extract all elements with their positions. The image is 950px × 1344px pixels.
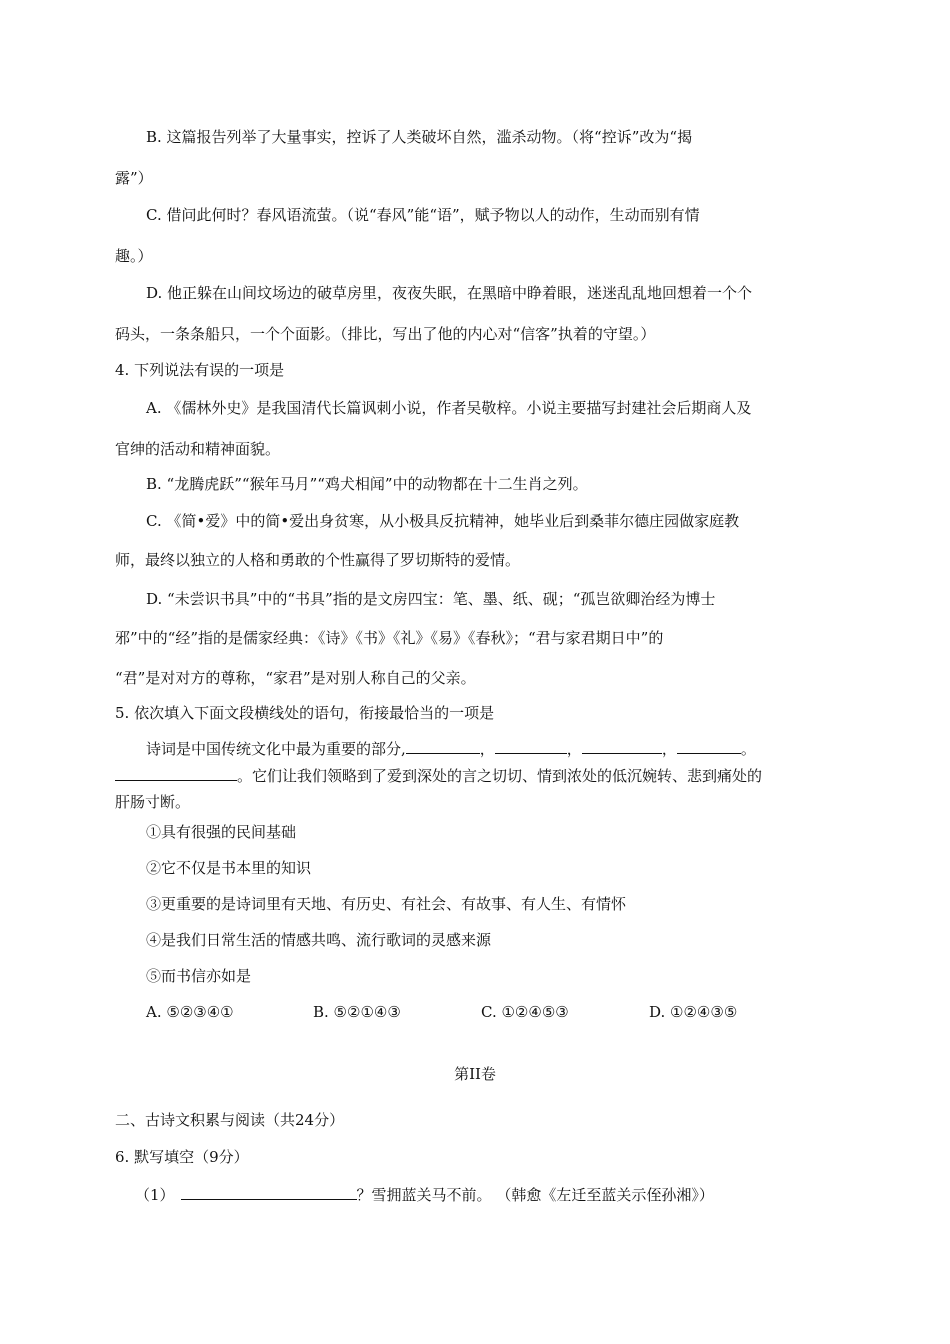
q6-item-1-text: ？雪拥蓝关马不前。 （韩愈《左迁至蓝关示侄孙湘》） [356, 1186, 714, 1204]
q5-choice-c: C. ①②④⑤③ [481, 1003, 569, 1021]
q4-option-a-line2: 官绅的活动和精神面貌。 [115, 440, 281, 458]
q4-option-d-line1: D. “未尝识书具”中的“书具”指的是文房四宝：笔、墨、纸、砚；“孤岂欲卿治经为博士 [146, 590, 716, 608]
q4-option-c-line2: 师，最终以独立的人格和勇敢的个性赢得了罗切斯特的爱情。 [115, 551, 521, 569]
q5-choice-d: D. ①②④③⑤ [649, 1003, 738, 1021]
q3-option-d-line2: 码头，一条条船只，一个个面影。（排比，写出了他的内心对“信客”执着的守望。） [115, 325, 656, 343]
q5-blank-3 [582, 737, 662, 754]
q5-choice-b: B. ⑤②①④③ [313, 1003, 401, 1021]
section-heading: 二、古诗文积累与阅读（共24分） [115, 1111, 345, 1129]
q5-sentence-4: ④是我们日常生活的情感共鸣、流行歌词的灵感来源 [146, 931, 492, 949]
q4-option-b: B. “龙腾虎跃”“猴年马月”“鸡犬相闻”中的动物都在十二生肖之列。 [146, 475, 588, 493]
q4-stem: 4. 下列说法有误的一项是 [115, 361, 285, 379]
q5-sentence-2: ②它不仅是书本里的知识 [146, 859, 312, 877]
q3-option-d-line1: D. 他正躲在山间坟场边的破草房里，夜夜失眠，在黑暗中睁着眼，迷迷乱乱地回想着一个个 [146, 284, 753, 302]
q3-option-b-line2: 露”） [115, 169, 153, 187]
q6-stem: 6. 默写填空（9分） [115, 1148, 249, 1166]
q4-option-d-line3: “君”是对对方的尊称，“家君”是对别人称自己的父亲。 [115, 669, 476, 687]
q5-blank-4 [677, 737, 741, 754]
q5-choice-a: A. ⑤②③④① [146, 1003, 234, 1021]
q5-blank-2 [495, 737, 567, 754]
q5-sentence-1: ①具有很强的民间基础 [146, 823, 297, 841]
q3-option-c-line2: 趣。） [115, 247, 153, 265]
volume-title: 第II卷 [454, 1065, 496, 1083]
q5-passage-line1 [146, 737, 756, 759]
q5-comma-3: ， [661, 740, 677, 758]
q5-blank-1 [406, 737, 480, 754]
q5-passage-text2: 。它们让我们领略到了爱到深处的言之切切、情到浓处的低沉婉转、悲到痛处的 [237, 767, 763, 785]
q4-option-d-line2: 邪”中的“经”指的是儒家经典：《诗》《书》《礼》《易》《春秋》；“君与家君期日中”的 [115, 629, 664, 647]
q6-item-1-number: （1） [135, 1186, 175, 1204]
q5-stem: 5. 依次填入下面文段横线处的语句，衔接最恰当的一项是 [115, 704, 495, 722]
q5-period: 。 [740, 740, 756, 758]
q5-sentence-5: ⑤而书信亦如是 [146, 967, 252, 985]
q3-option-c-line1: C. 借问此何时？春风语流萤。（说“春风”能“语”，赋予物以人的动作，生动而别有情 [146, 206, 700, 224]
q5-comma-2: ， [566, 740, 582, 758]
q6-item-1-blank [181, 1183, 357, 1200]
q5-blank-5 [115, 764, 237, 781]
q3-option-b-line1: B. 这篇报告列举了大量事实，控诉了人类破坏自然，滥杀动物。（将“控诉”改为“揭 [146, 128, 693, 146]
q4-option-c-line1: C. 《简•爱》中的简•爱出身贫寒，从小极具反抗精神，她毕业后到桑菲尔德庄园做家庭教 [146, 512, 740, 530]
q5-passage-line3: 肝肠寸断。 [115, 793, 191, 811]
q6-item-1 [135, 1183, 714, 1205]
q5-passage-text1: 诗词是中国传统文化中最为重要的部分, [146, 740, 406, 758]
q4-option-a-line1: A. 《儒林外史》是我国清代长篇讽刺小说，作者吴敬梓。小说主要描写封建社会后期商人及 [146, 399, 752, 417]
q5-sentence-3: ③更重要的是诗词里有天地、有历史、有社会、有故事、有人生、有情怀 [146, 895, 627, 913]
q5-passage-line2 [115, 764, 762, 786]
q5-comma-1: ， [479, 740, 495, 758]
